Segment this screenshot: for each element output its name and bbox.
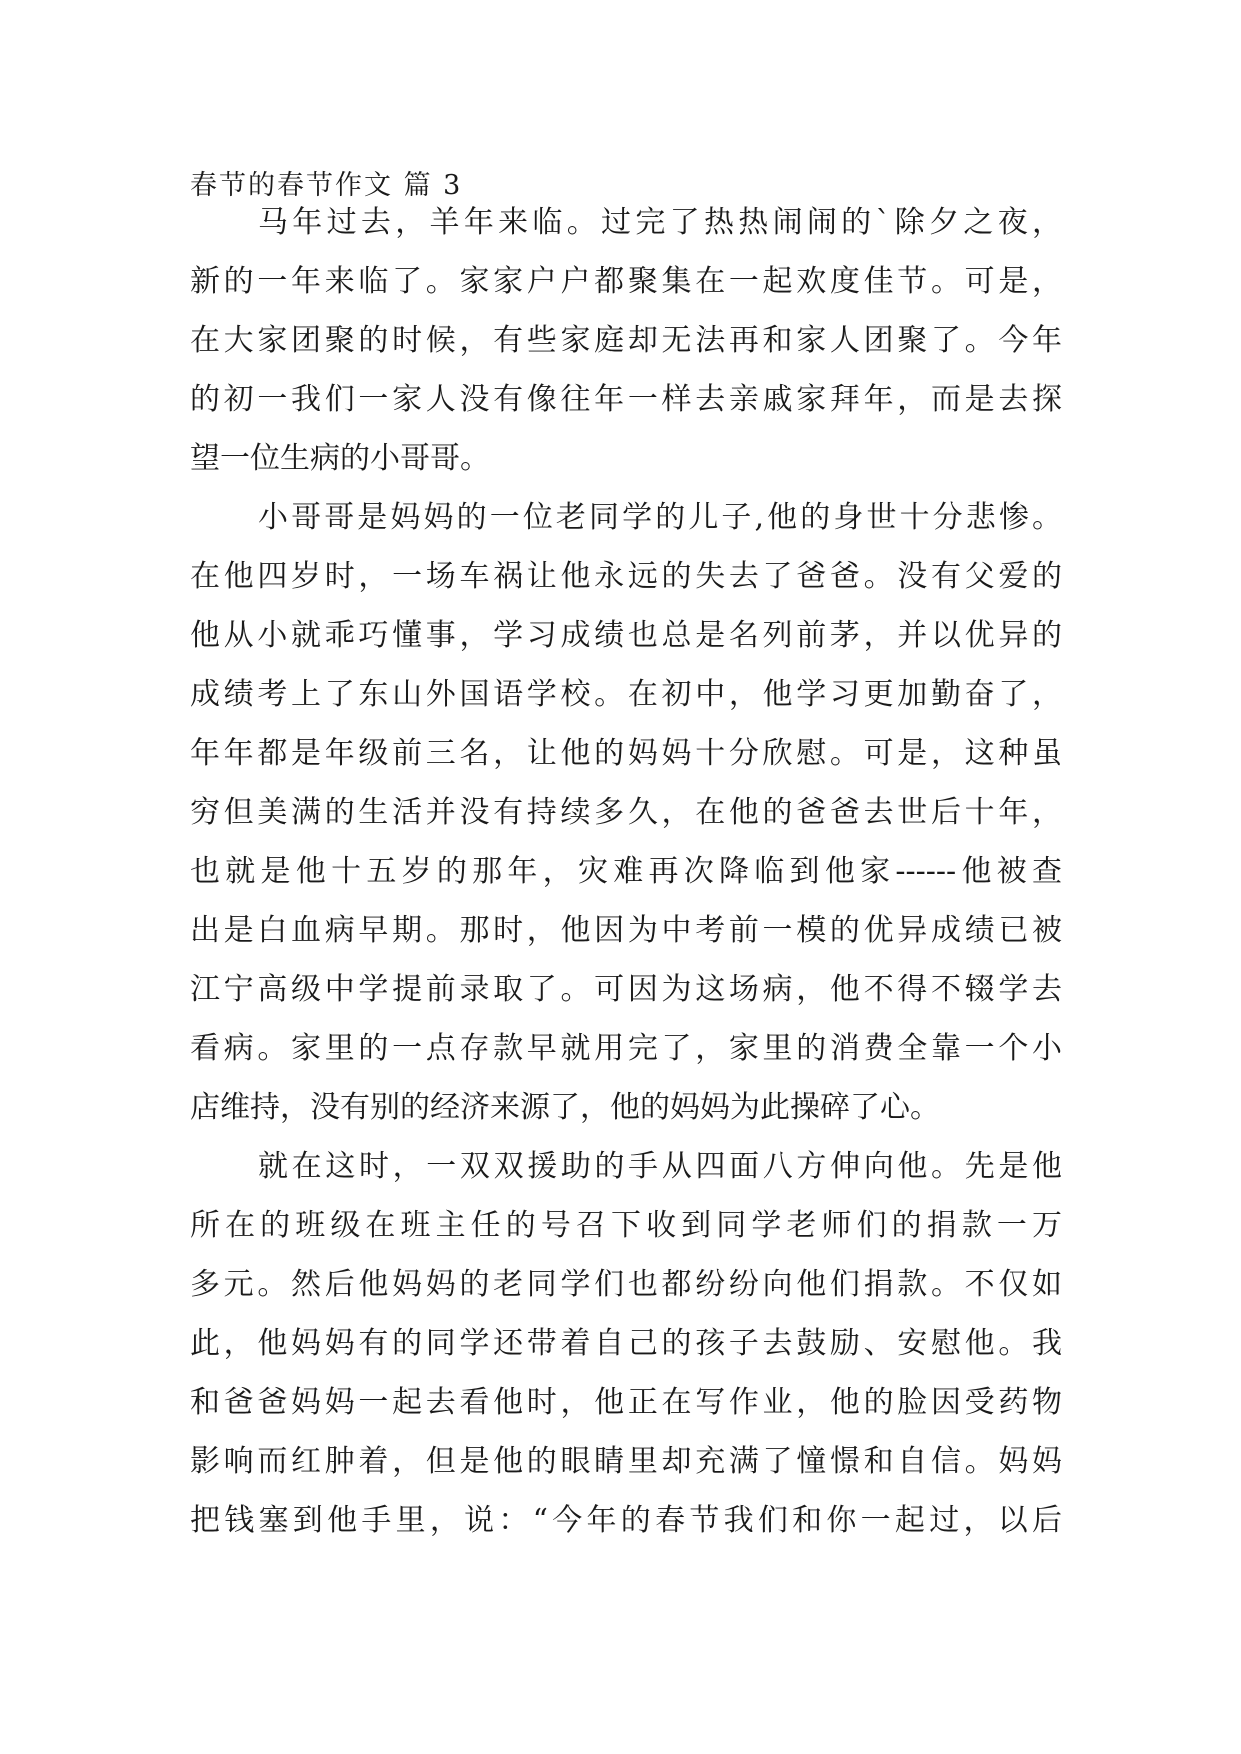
paragraph-1-line-5: 望一位生病的小哥哥。 bbox=[190, 441, 490, 476]
paragraph-2-line-10: 看病。家里的一点存款早就用完了，家里的消费全靠一个小 bbox=[190, 1031, 1062, 1066]
paragraph-3-line-6: 影响而红肿着，但是他的眼睛里却充满了憧憬和自信。妈妈 bbox=[190, 1444, 1062, 1479]
paragraph-1-line-2: 新的一年来临了。家家户户都聚集在一起欢度佳节。可是， bbox=[190, 264, 1062, 299]
paragraph-2-line-9: 江宁高级中学提前录取了。可因为这场病，他不得不辍学去 bbox=[190, 972, 1062, 1007]
paragraph-1-line-1: 马年过去，羊年来临。过完了热热闹闹的`除夕之夜， bbox=[258, 205, 1062, 240]
paragraph-3-line-2: 所在的班级在班主任的号召下收到同学老师们的捐款一万 bbox=[190, 1208, 1062, 1243]
paragraph-1-line-3: 在大家团聚的时候，有些家庭却无法再和家人团聚了。今年 bbox=[190, 323, 1062, 358]
paragraph-3-line-5: 和爸爸妈妈一起去看他时，他正在写作业，他的脸因受药物 bbox=[190, 1385, 1062, 1420]
paragraph-3-line-4: 此，他妈妈有的同学还带着自己的孩子去鼓励、安慰他。我 bbox=[190, 1326, 1062, 1361]
paragraph-2-line-4: 成绩考上了东山外国语学校。在初中，他学习更加勤奋了， bbox=[190, 677, 1062, 712]
paragraph-3-line-7: 把钱塞到他手里，说：“今年的春节我们和你一起过，以后 bbox=[190, 1503, 1062, 1538]
paragraph-3-line-3: 多元。然后他妈妈的老同学们也都纷纷向他们捐款。不仅如 bbox=[190, 1267, 1062, 1302]
paragraph-2-line-6: 穷但美满的生活并没有持续多久，在他的爸爸去世后十年， bbox=[190, 795, 1062, 830]
paragraph-2-line-8: 出是白血病早期。那时，他因为中考前一模的优异成绩已被 bbox=[190, 913, 1062, 948]
paragraph-2-line-11: 店维持，没有别的经济来源了，他的妈妈为此操碎了心。 bbox=[190, 1090, 940, 1125]
paragraph-2-line-3: 他从小就乖巧懂事，学习成绩也总是名列前茅，并以优异的 bbox=[190, 618, 1062, 653]
paragraph-2-line-5: 年年都是年级前三名，让他的妈妈十分欣慰。可是，这种虽 bbox=[190, 736, 1062, 771]
paragraph-2-line-7: 也就是他十五岁的那年，灾难再次降临到他家------他被查 bbox=[190, 854, 1062, 889]
paragraph-1-line-4: 的初一我们一家人没有像往年一样去亲戚家拜年，而是去探 bbox=[190, 382, 1062, 417]
document-title: 春节的春节作文 篇 3 bbox=[190, 170, 463, 201]
paragraph-3-line-1: 就在这时，一双双援助的手从四面八方伸向他。先是他 bbox=[258, 1149, 1062, 1184]
document-body bbox=[190, 193, 1062, 1550]
paragraph-2-line-2: 在他四岁时，一场车祸让他永远的失去了爸爸。没有父爱的 bbox=[190, 559, 1062, 594]
paragraph-2-line-1: 小哥哥是妈妈的一位老同学的儿子,他的身世十分悲惨。 bbox=[258, 500, 1062, 535]
